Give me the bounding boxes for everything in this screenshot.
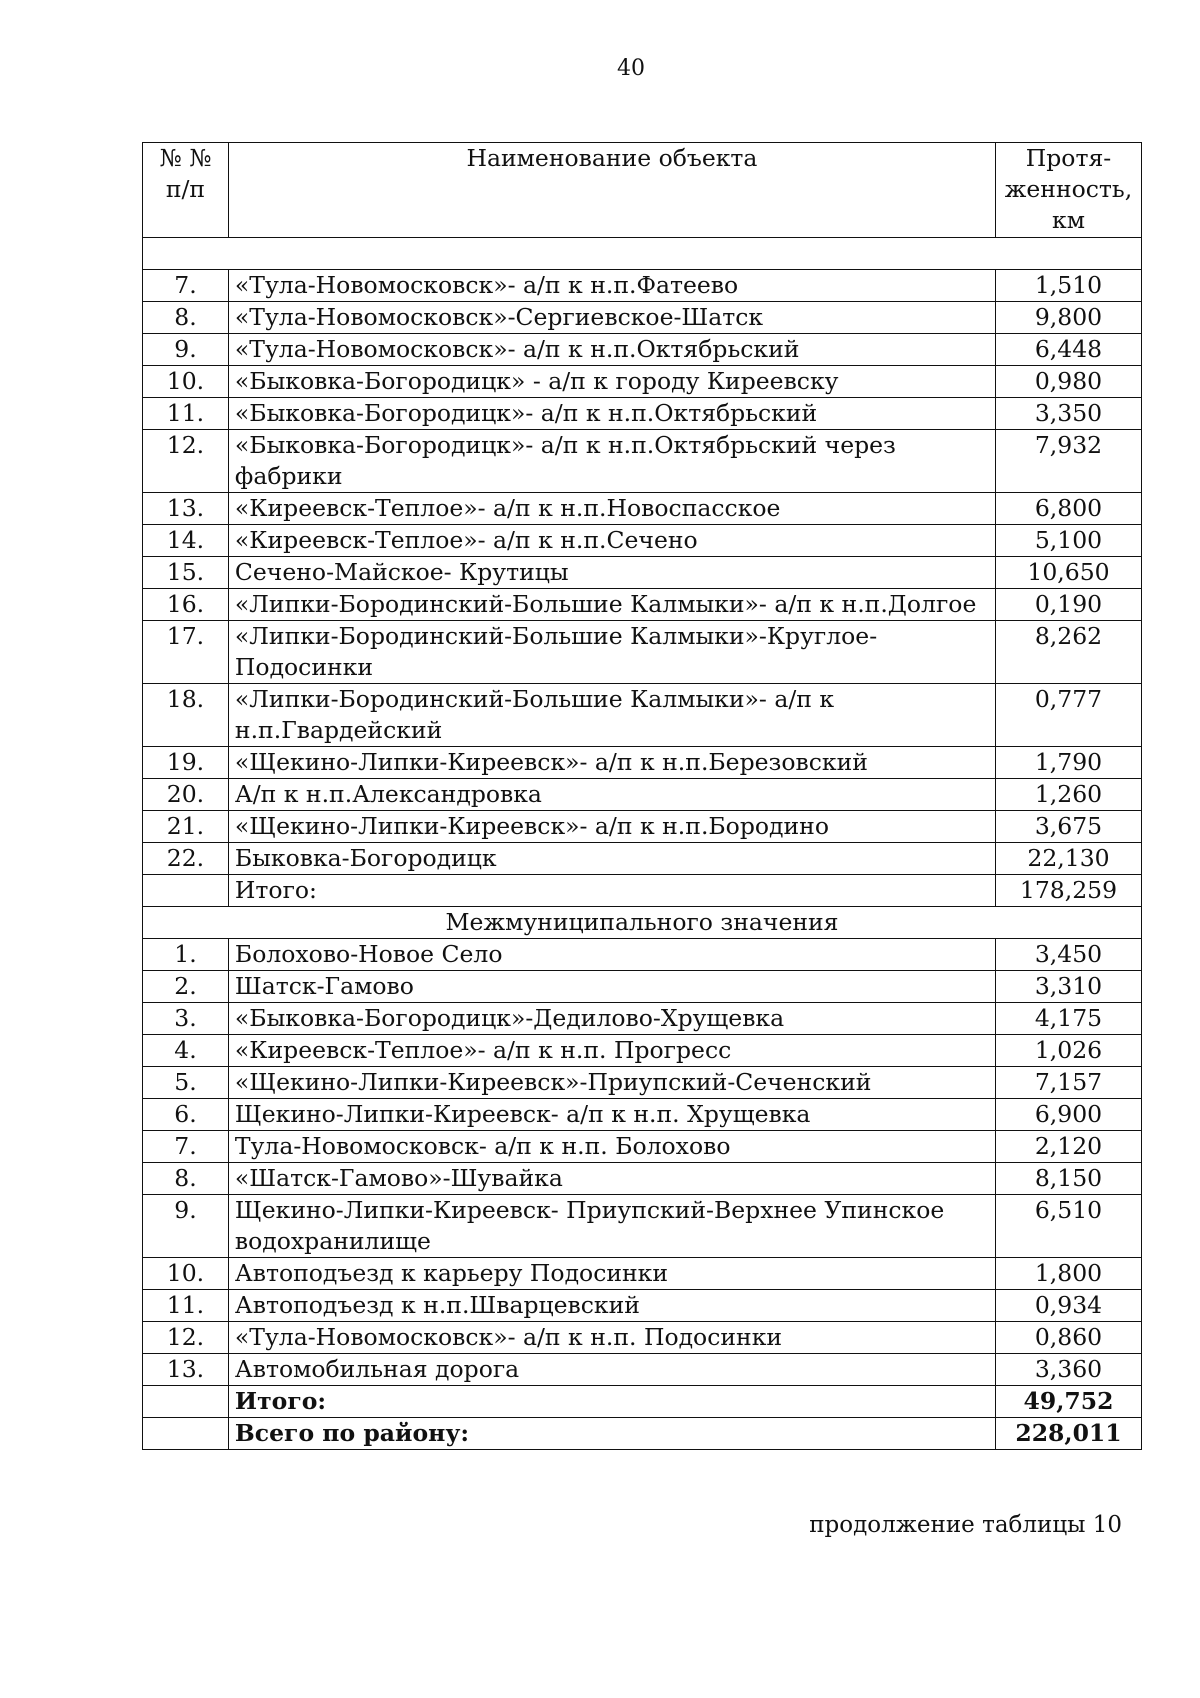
row-name: Автоподъезд к н.п.Шварцевский [228, 1290, 995, 1322]
row-number: 12. [143, 1322, 229, 1354]
row-length: 1,026 [995, 1035, 1141, 1067]
row-number: 21. [143, 811, 229, 843]
header-number-line1: № № [159, 144, 212, 172]
row-length: 3,310 [995, 971, 1141, 1003]
header-name: Наименование объекта [228, 143, 995, 238]
row-number: 7. [143, 270, 229, 302]
row-length: 0,980 [995, 366, 1141, 398]
grand-total-label: Всего по району: [228, 1418, 995, 1450]
row-length: 1,510 [995, 270, 1141, 302]
table-row [143, 1195, 1142, 1258]
row-name: «Шатск-Гамово»-Шувайка [228, 1163, 995, 1195]
row-name: «Тула-Новомосковск»- а/п к н.п.Октябрьский [228, 334, 995, 366]
table-row [143, 1099, 1142, 1131]
row-length: 10,650 [995, 557, 1141, 589]
row-name: «Липки-Бородинский-Большие Калмыки»- а/п к н.п.Гвардейский [228, 684, 995, 747]
row-number: 20. [143, 779, 229, 811]
row-length: 3,675 [995, 811, 1141, 843]
row-length: 0,934 [995, 1290, 1141, 1322]
row-number: 9. [143, 334, 229, 366]
table-row [143, 270, 1142, 302]
header-number [143, 143, 229, 238]
table-row [143, 1067, 1142, 1099]
table-row [143, 621, 1142, 684]
row-name: «Липки-Бородинский-Большие Калмыки»-Круглое-Подосинки [228, 621, 995, 684]
row-name: «Киреевск-Теплое»- а/п к н.п.Новоспасское [228, 493, 995, 525]
row-name: «Быковка-Богородицк»- а/п к н.п.Октябрьский [228, 398, 995, 430]
table-row [143, 334, 1142, 366]
table-row [143, 1131, 1142, 1163]
subtotal-row-a [143, 875, 1142, 907]
row-name: «Быковка-Богородицк» - а/п к городу Киреевску [228, 366, 995, 398]
row-number: 13. [143, 1354, 229, 1386]
row-name: «Тула-Новомосковск»- а/п к н.п.Фатеево [228, 270, 995, 302]
row-number: 3. [143, 1003, 229, 1035]
table-row [143, 557, 1142, 589]
row-number: 22. [143, 843, 229, 875]
row-name: «Тула-Новомосковск»-Сергиевское-Шатск [228, 302, 995, 334]
row-length: 6,448 [995, 334, 1141, 366]
row-number: 7. [143, 1131, 229, 1163]
row-name: Щекино-Липки-Киреевск- а/п к н.п. Хрущевка [228, 1099, 995, 1131]
row-name: «Киреевск-Теплое»- а/п к н.п. Прогресс [228, 1035, 995, 1067]
row-length: 1,260 [995, 779, 1141, 811]
row-name: «Быковка-Богородицк»- а/п к н.п.Октябрьский через фабрики [228, 430, 995, 493]
row-length: 6,800 [995, 493, 1141, 525]
row-name: Тула-Новомосковск- а/п к н.п. Болохово [228, 1131, 995, 1163]
header-length-line1: Протя- [1025, 144, 1112, 172]
table-caption: продолжение таблицы 10 [809, 1512, 1122, 1538]
subtotal-a-length: 178,259 [995, 875, 1141, 907]
table-header [143, 143, 1142, 238]
row-name: «Тула-Новомосковск»- а/п к н.п. Подосинки [228, 1322, 995, 1354]
row-length: 7,932 [995, 430, 1141, 493]
row-name: Болохово-Новое Село [228, 939, 995, 971]
row-length: 3,360 [995, 1354, 1141, 1386]
row-name: «Щекино-Липки-Киреевск»- а/п к н.п.Березовский [228, 747, 995, 779]
row-length: 7,157 [995, 1067, 1141, 1099]
row-length: 8,262 [995, 621, 1141, 684]
row-number: 10. [143, 366, 229, 398]
table-row [143, 366, 1142, 398]
row-number: 5. [143, 1067, 229, 1099]
table-row [143, 1163, 1142, 1195]
row-name: «Щекино-Липки-Киреевск»- а/п к н.п.Бородино [228, 811, 995, 843]
row-length: 6,510 [995, 1195, 1141, 1258]
row-length: 22,130 [995, 843, 1141, 875]
row-name: «Липки-Бородинский-Большие Калмыки»- а/п к н.п.Долгое [228, 589, 995, 621]
subtotal-row-b [143, 1386, 1142, 1418]
grand-total-row [143, 1418, 1142, 1450]
row-length: 0,860 [995, 1322, 1141, 1354]
row-number: 11. [143, 1290, 229, 1322]
table-row [143, 971, 1142, 1003]
row-number: 2. [143, 971, 229, 1003]
row-name: А/п к н.п.Александровка [228, 779, 995, 811]
row-number: 4. [143, 1035, 229, 1067]
table-row [143, 939, 1142, 971]
row-number: 13. [143, 493, 229, 525]
row-number: 6. [143, 1099, 229, 1131]
row-number: 16. [143, 589, 229, 621]
subtotal-a-label: Итого: [228, 875, 995, 907]
page-number: 40 [617, 56, 645, 81]
row-name: «Щекино-Липки-Киреевск»-Приупский-Сеченский [228, 1067, 995, 1099]
row-number: 12. [143, 430, 229, 493]
section-title: Межмуниципального значения [143, 907, 1142, 939]
row-length: 1,790 [995, 747, 1141, 779]
row-length: 3,450 [995, 939, 1141, 971]
section-row [143, 907, 1142, 939]
subtotal-b-label: Итого: [228, 1386, 995, 1418]
table-row [143, 1258, 1142, 1290]
header-length-line2: женность, [1004, 175, 1133, 203]
header-length [995, 143, 1141, 238]
row-length: 2,120 [995, 1131, 1141, 1163]
row-number: 1. [143, 939, 229, 971]
row-name: Автоподъезд к карьеру Подосинки [228, 1258, 995, 1290]
row-number: 17. [143, 621, 229, 684]
table-row [143, 684, 1142, 747]
row-number: 8. [143, 302, 229, 334]
row-name: Быковка-Богородицк [228, 843, 995, 875]
row-length: 5,100 [995, 525, 1141, 557]
table-row [143, 525, 1142, 557]
row-number: 19. [143, 747, 229, 779]
row-length: 3,350 [995, 398, 1141, 430]
row-length: 9,800 [995, 302, 1141, 334]
row-name: «Быковка-Богородицк»-Дедилово-Хрущевка [228, 1003, 995, 1035]
table-row [143, 1003, 1142, 1035]
header-length-line3: км [1052, 206, 1085, 234]
table-body [143, 238, 1142, 1450]
roads-table [142, 142, 1142, 1450]
table-row [143, 747, 1142, 779]
row-number: 10. [143, 1258, 229, 1290]
table-row [143, 1322, 1142, 1354]
row-length: 8,150 [995, 1163, 1141, 1195]
row-length: 4,175 [995, 1003, 1141, 1035]
table-row [143, 398, 1142, 430]
table-row [143, 811, 1142, 843]
row-number: 11. [143, 398, 229, 430]
table-row [143, 493, 1142, 525]
row-number: 15. [143, 557, 229, 589]
table-row [143, 589, 1142, 621]
row-number: 18. [143, 684, 229, 747]
row-length: 0,777 [995, 684, 1141, 747]
table-row [143, 1290, 1142, 1322]
table-row [143, 843, 1142, 875]
grand-total-length: 228,011 [995, 1418, 1141, 1450]
table-row [143, 302, 1142, 334]
table-row [143, 779, 1142, 811]
row-name: Сечено-Майское- Крутицы [228, 557, 995, 589]
table-row [143, 430, 1142, 493]
row-length: 1,800 [995, 1258, 1141, 1290]
row-number: 8. [143, 1163, 229, 1195]
row-number: 14. [143, 525, 229, 557]
table-row [143, 1354, 1142, 1386]
row-name: Шатск-Гамово [228, 971, 995, 1003]
table-row [143, 1035, 1142, 1067]
row-name: Щекино-Липки-Киреевск- Приупский-Верхнее Упинское водохранилище [228, 1195, 995, 1258]
subtotal-b-length: 49,752 [995, 1386, 1141, 1418]
spacer-row [143, 238, 1142, 270]
header-number-line2: п/п [165, 175, 206, 203]
row-number: 9. [143, 1195, 229, 1258]
row-name: «Киреевск-Теплое»- а/п к н.п.Сечено [228, 525, 995, 557]
row-length: 6,900 [995, 1099, 1141, 1131]
row-length: 0,190 [995, 589, 1141, 621]
row-name: Автомобильная дорога [228, 1354, 995, 1386]
